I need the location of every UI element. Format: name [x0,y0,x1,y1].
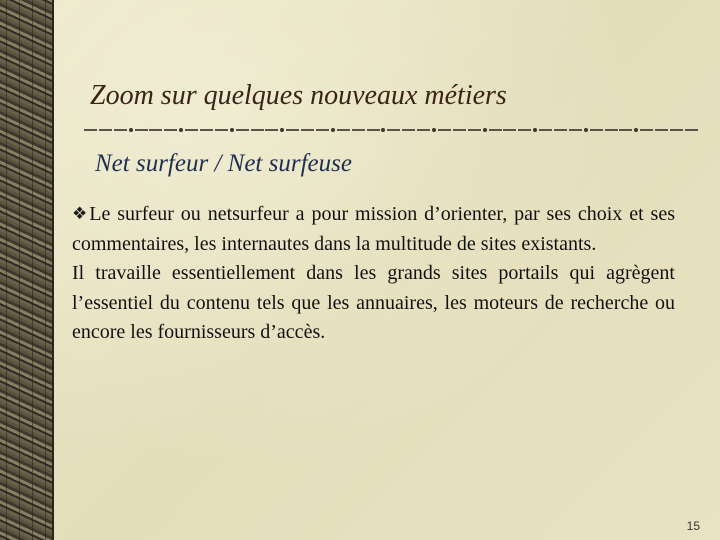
divider-dash [185,129,198,131]
divider-dash [453,129,466,131]
divider-dash [114,129,127,131]
divider-dash [236,129,249,131]
divider-dash [640,129,653,131]
divider-dash [670,129,683,131]
divider-dash [468,129,481,131]
divider-dot [381,128,385,132]
decorative-side-bar [0,0,54,540]
body-text [72,199,675,348]
divider-dash [135,129,148,131]
divider-dot [533,128,537,132]
divider-dash [367,129,380,131]
diamond-bullet-icon: ❖ [72,204,88,223]
divider-dash [301,129,314,131]
divider-dash [503,129,516,131]
divider-dash [251,129,264,131]
divider-dash [99,129,112,131]
divider-dash [619,129,632,131]
bullet-paragraph [72,199,675,259]
divider-dash [215,129,228,131]
divider-dash [164,129,177,131]
divider-dash [286,129,299,131]
paragraph-2: Il travaille essentiellement dans les grands sites portails qui agrègent l’essentiel du contenu tels que les annuaires, les moteurs de recherche ou encore les fournisseurs d’accès. [72,262,675,343]
paragraph-1: Le surfeur ou netsurfeur a pour mission d’orienter, par ses choix et ses commentaires, les internautes dans la multitude de sites existants. [72,203,675,255]
divider-dash [316,129,329,131]
divider-dash [200,129,213,131]
slide-number: 15 [686,519,700,533]
divider-dot [280,128,284,132]
divider-dash [655,129,668,131]
divider-dash [539,129,552,131]
divider-dash [352,129,365,131]
divider-dot [230,128,234,132]
divider-dash [265,129,278,131]
divider-dash [402,129,415,131]
divider-dash [438,129,451,131]
divider-dot [179,128,183,132]
title-divider [84,128,698,132]
divider-dot [483,128,487,132]
divider-dot [634,128,638,132]
divider-dash [149,129,162,131]
divider-dot [129,128,133,132]
divider-dash [84,129,97,131]
divider-dot [331,128,335,132]
divider-dash [489,129,502,131]
divider-dot [584,128,588,132]
divider-dash [387,129,400,131]
divider-dash [590,129,603,131]
divider-dash [337,129,350,131]
divider-dash [569,129,582,131]
slide-subtitle: Net surfeur / Net surfeuse [95,150,352,177]
divider-dot [432,128,436,132]
divider-dash [554,129,567,131]
divider-dash [518,129,531,131]
slide-title: Zoom sur quelques nouveaux métiers [90,80,507,111]
divider-dash [605,129,618,131]
divider-dash [417,129,430,131]
divider-dash [685,129,698,131]
